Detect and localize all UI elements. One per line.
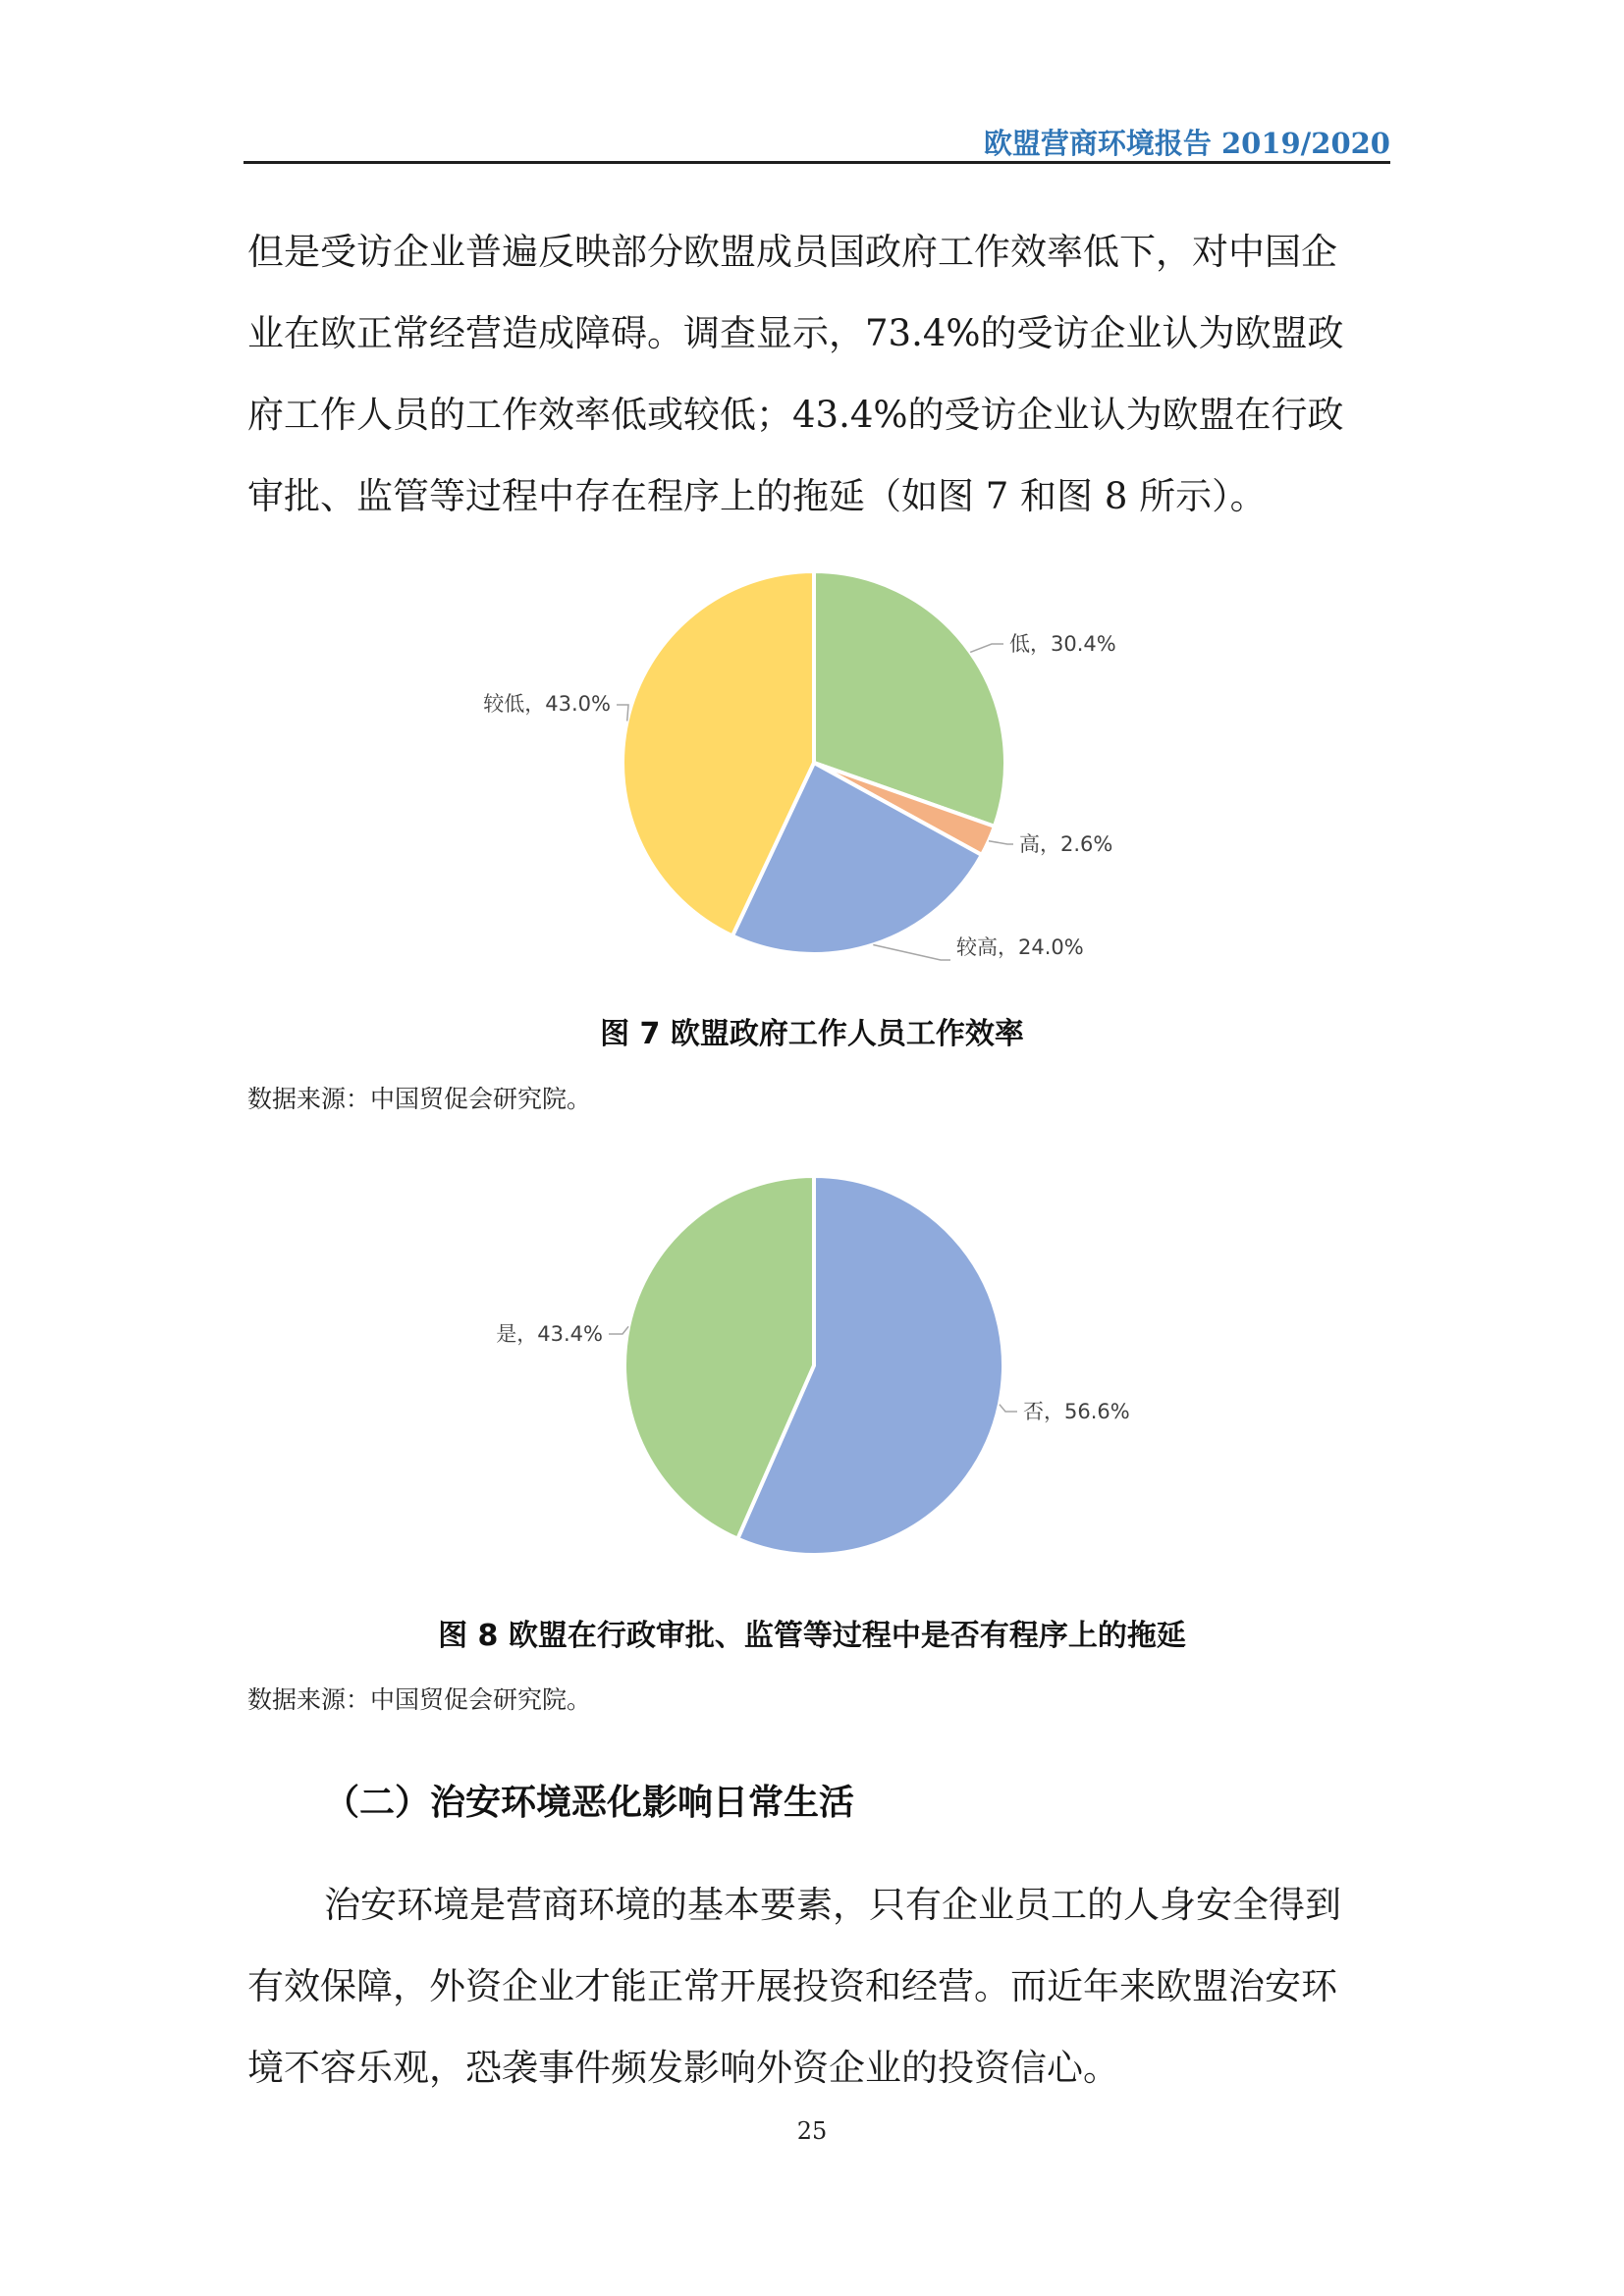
paragraph-line: 业在欧正常经营造成障碍。调查显示，73.4%的受访企业认为欧盟政 — [247, 312, 1344, 354]
leader-line-2-1 — [1000, 1405, 1017, 1412]
figure-8-caption: 图 8 欧盟在行政审批、监管等过程中是否有程序上的拖延 — [438, 1619, 1186, 1653]
figure-7-source: 数据来源：中国贸促会研究院。 — [247, 1085, 592, 1113]
paragraph-line: 治安环境是营商环境的基本要素，只有企业员工的人身安全得到 — [324, 1884, 1341, 1926]
paragraph-line: 境不容乐观，恐袭事件频发影响外资企业的投资信心。 — [247, 2047, 1119, 2089]
slice-label-1-2: 高，2.6% — [1019, 832, 1113, 856]
slice-label-1-1: 低，30.4% — [1009, 632, 1116, 656]
section-heading: （二）治安环境恶化影响日常生活 — [324, 1783, 855, 1823]
slice-label-1-4: 较低，43.0% — [483, 692, 611, 716]
paragraph-line: 府工作人员的工作效率低或较低；43.4%的受访企业认为欧盟在行政 — [247, 394, 1344, 436]
page-number: 25 — [796, 2117, 828, 2145]
slice-label-2-2: 是，43.4% — [496, 1322, 603, 1346]
leader-line-1-3 — [873, 945, 950, 961]
paragraph-line: 有效保障，外资企业才能正常开展投资和经营。而近年来欧盟治安环 — [247, 1965, 1337, 2007]
paragraph-line: 但是受访企业普遍反映部分欧盟成员国政府工作效率低下，对中国企 — [247, 231, 1337, 273]
figure-7-pie-chart — [0, 550, 1624, 982]
leader-line-1-1 — [970, 644, 1003, 652]
leader-line-1-2 — [989, 841, 1013, 844]
figure-7-caption: 图 7 欧盟政府工作人员工作效率 — [600, 1017, 1024, 1051]
paragraph-line: 审批、监管等过程中存在程序上的拖延（如图 7 和图 8 所示）。 — [247, 475, 1267, 517]
body-paragraph-1 — [247, 211, 1392, 537]
body-paragraph-2 — [247, 1864, 1392, 2109]
slice-label-2-1: 否，56.6% — [1023, 1400, 1130, 1423]
figure-8-source: 数据来源：中国贸促会研究院。 — [247, 1685, 592, 1714]
leader-line-1-4 — [617, 705, 628, 721]
slice-label-1-3: 较高，24.0% — [956, 935, 1084, 959]
running-header: 欧盟营商环境报告 2019/2020 — [983, 127, 1390, 160]
figure-8-pie-chart — [0, 1158, 1624, 1571]
header-rule — [244, 161, 1390, 164]
